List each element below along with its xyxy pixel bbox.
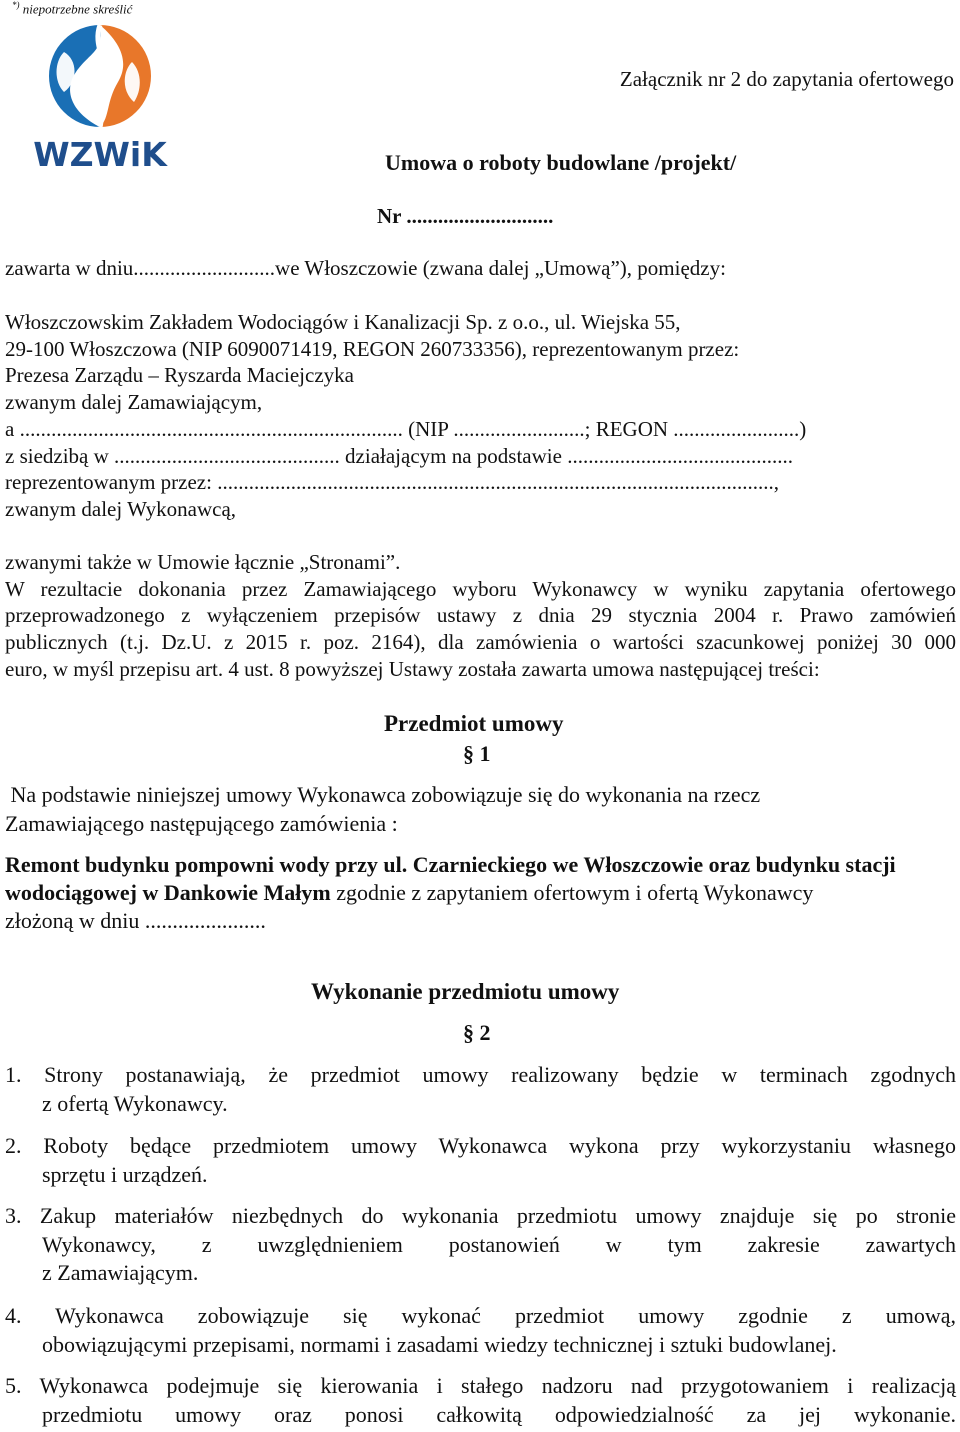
order-subject (5, 851, 956, 935)
item-first-line: 5. Wykonawca podejmuje się kierowania i stałego nadzoru nad przygotowaniem i realizacją (5, 1373, 956, 1398)
party2-line: z siedzibą w ........................................... działającym na podstawie ........................................... (5, 443, 793, 468)
party1-line: Włoszczowskim Zakładem Wodociągów i Kanalizacji Sp. z o.o., ul. Wiejska 55, (5, 310, 681, 334)
legal-line: przeprowadzonego z wyłączeniem przepisów ustawy z dnia 29 stycznia 2004 r. Prawo zamówień (5, 603, 956, 628)
party2-line: reprezentowanym przez: .........................................................................................................., (5, 470, 779, 495)
logo-text: WZWiK (34, 135, 167, 174)
legal-line: publicznych (t.j. Dz.U. z 2015 r. poz. 2164), dla zamówienia o wartości szacunkowej poniżej 30 000 (5, 630, 956, 655)
item-cont-line: sprzętu i urządzeń. (42, 1161, 208, 1187)
subject-rest-2: zgodnie z zapytaniem ofertowym i ofertą Wykonawcy (330, 880, 814, 905)
legal-line: euro, w myśl przepisu art. 4 ust. 8 powyższej Ustawy została zawarta umowa następującej treści: (5, 656, 820, 681)
attachment-label: Załącznik nr 2 do zapytania ofertowego (619, 67, 954, 91)
logo-graphic (34, 22, 168, 178)
section1-heading: Przedmiot umowy (384, 711, 564, 736)
subject-bold-1: Remont budynku pompowni wody przy ul. Czarnieckiego we Włoszczowie oraz budynku stacji (5, 852, 896, 877)
party1-line: Prezesa Zarządu – Ryszarda Maciejczyka (5, 363, 354, 388)
section1-mark: § 1 (463, 741, 491, 766)
party2-line: zwanym dalej Wykonawcą, (5, 496, 237, 521)
company-logo (34, 22, 168, 178)
section2-item-4 (5, 1302, 956, 1359)
footnote (12, 0, 132, 17)
footnote-marker: *) (12, 0, 20, 10)
item-first-line: 1. Strony postanawiają, że przedmiot umowy realizowany będzie w terminach zgodnych (5, 1062, 956, 1087)
section1-line: Zamawiającego następującego zamówienia : (5, 810, 398, 836)
section2-item-2 (5, 1132, 956, 1189)
parties-line: zwanymi także w Umowie łącznie „Stronami”. (5, 550, 401, 574)
party1-line: zwanym dalej Zamawiającym, (5, 390, 263, 415)
subject-line-2 (5, 879, 956, 907)
item-cont-line: z Zamawiającym. (42, 1260, 199, 1285)
section2-item-1 (5, 1061, 956, 1118)
document-title: Umowa o roboty budowlane /projekt/ (385, 150, 737, 175)
item-cont-line: Wykonawcy, z uwzględnieniem postanowień w tym zakresie zawartych (42, 1231, 956, 1257)
subject-line-1 (5, 851, 956, 879)
footnote-text: niepotrzebne skreślić (22, 1, 133, 17)
section1-text (5, 781, 956, 838)
party2-line: a ......................................................................... (NIP .........................; REGON ........................) (5, 416, 807, 441)
item-cont-line: obowiązującymi przepisami, normami i zasadami wiedzy technicznej i sztuki budowlanej. (42, 1331, 837, 1357)
contract-number: Nr ............................ (377, 204, 554, 228)
subject-bold-2: wodociągowej w Dankowie Małym (5, 880, 331, 905)
item-first-line: 4. Wykonawca zobowiązuje się wykonać przedmiot umowy zgodnie z umową, (5, 1303, 956, 1328)
concluded-line (5, 255, 956, 282)
section2-heading: Wykonanie przedmiotu umowy (311, 979, 620, 1004)
item-cont-line: przedmiotu umowy oraz ponosi całkowitą odpowiedzialność za jej wykonanie. (42, 1401, 956, 1427)
item-cont-line: z ofertą Wykonawcy. (42, 1090, 228, 1116)
concluded-text: zawarta w dniu...........................we Włoszczowie (zwana dalej „Umową”), pomiędzy: (5, 256, 726, 280)
section2-item-3 (5, 1202, 956, 1288)
item-first-line: 3. Zakup materiałów niezbędnych do wykonania przedmiotu umowy znajduje się po stronie (5, 1203, 956, 1228)
section1-line: Na podstawie niniejszej umowy Wykonawca zobowiązuje się do wykonania na rzecz (5, 782, 761, 807)
section2-mark: § 2 (463, 1020, 491, 1045)
party1-line: 29-100 Włoszczowa (NIP 6090071419, REGON 260733356), reprezentowanym przez: (5, 336, 740, 361)
party-ordering (5, 309, 956, 523)
item-first-line: 2. Roboty będące przedmiotem umowy Wykonawca wykona przy wykorzystaniu własnego (5, 1133, 956, 1158)
legal-line: W rezultacie dokonania przez Zamawiającego wyboru Wykonawcy w wyniku zapytania ofertowego (5, 576, 956, 601)
section2-item-5 (5, 1372, 956, 1429)
subject-line-3: złożoną w dniu ...................... (5, 908, 266, 933)
legal-basis (5, 549, 956, 683)
